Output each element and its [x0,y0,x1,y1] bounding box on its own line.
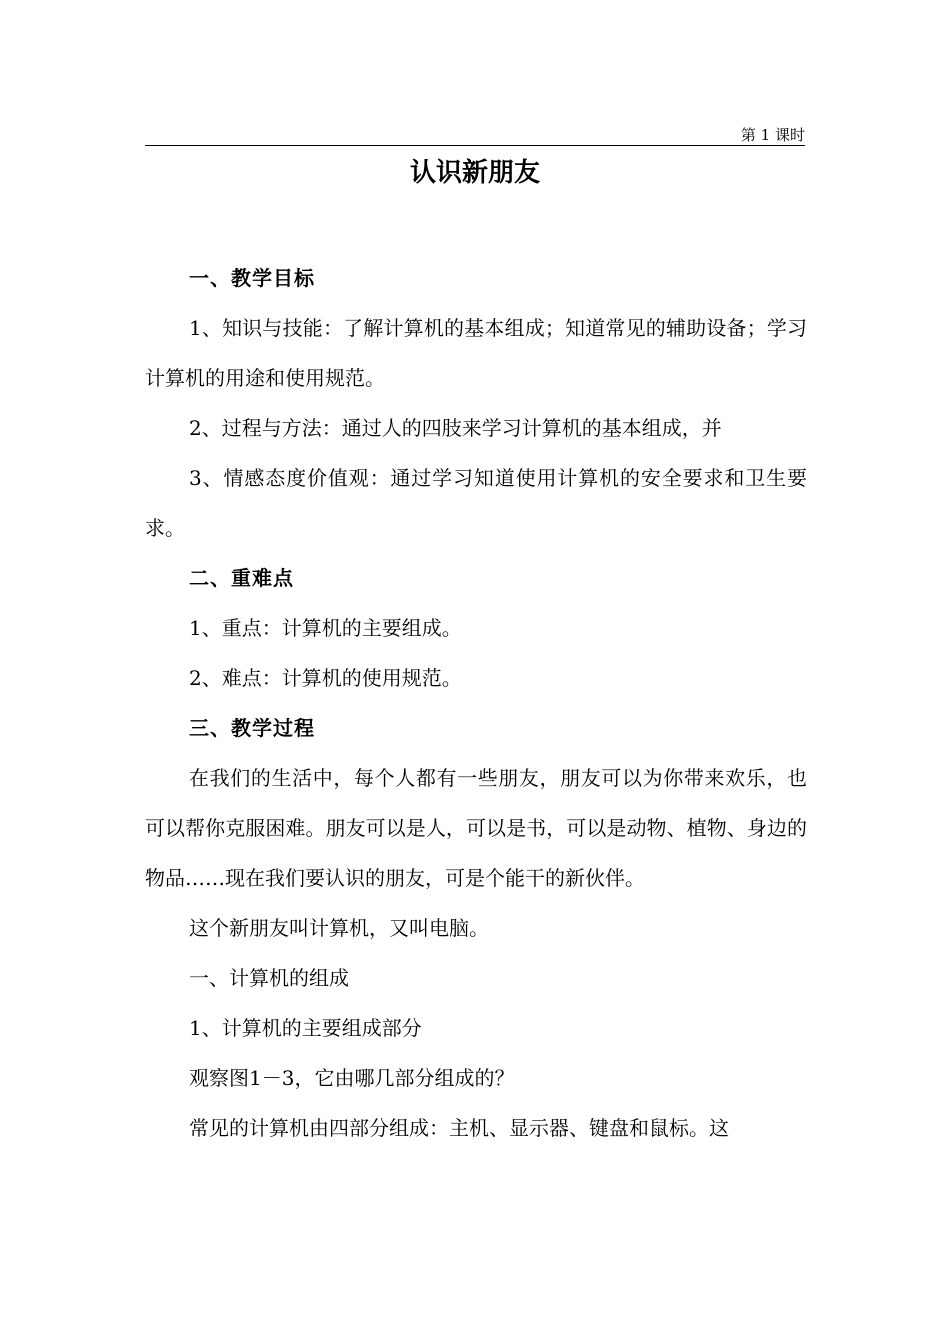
goal-attitude-values: 3、情感态度价值观：通过学习知道使用计算机的安全要求和卫生要求。 [145,466,807,540]
document-body [145,253,807,1153]
part-heading-composition: 一、计算机的组成 [189,966,349,990]
section-heading-goals: 一、教学目标 [189,266,315,290]
intro-name-paragraph: 这个新朋友叫计算机，又叫电脑。 [189,916,489,940]
goal-process-methods: 2、过程与方法：通过人的四肢来学习计算机的基本组成，并 [189,416,722,440]
section-heading-keypoints: 二、重难点 [189,566,294,590]
subheading-main-components: 1、计算机的主要组成部分 [189,1016,422,1040]
intro-paragraph: 在我们的生活中，每个人都有一些朋友，朋友可以为你带来欢乐，也可以帮你克服困难。朋友可以是人，可以是书，可以是动物、植物、身边的物品……现在我们要认识的朋友，可是个能干的新伙伴。 [145,766,807,890]
goal-knowledge-skills: 1、知识与技能：了解计算机的基本组成；知道常见的辅助设备；学习计算机的用途和使用规范。 [145,316,807,390]
observe-question: 观察图1－3，它由哪几部分组成的？ [189,1066,515,1090]
keypoint-difficulty: 2、难点：计算机的使用规范。 [189,666,462,690]
keypoint-focus: 1、重点：计算机的主要组成。 [189,616,462,640]
section-heading-process: 三、教学过程 [189,716,315,740]
components-paragraph: 常见的计算机由四部分组成：主机、显示器、键盘和鼠标。这 [189,1116,729,1140]
lesson-number-label: 第 1 课时 [740,126,805,144]
document-title: 认识新朋友 [409,158,540,188]
header-rule [145,145,805,146]
